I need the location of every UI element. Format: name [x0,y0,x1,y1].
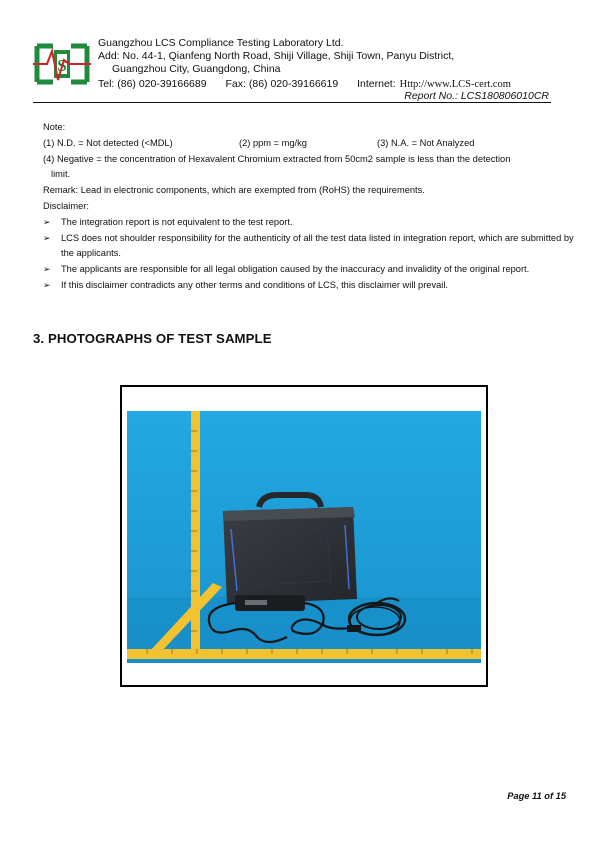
fax: Fax: (86) 020-39166619 [225,78,339,90]
note-item-4: (4) Negative = the concentration of Hexavalent Chromium extracted from 50cm2 sample is less than the detection [43,153,511,164]
svg-text:S: S [57,56,67,75]
disclaimer-item [43,278,578,294]
disclaimer-text: The integration report is not equivalent to the test report. [61,216,293,227]
report-number: Report No.: LCS180806010CR [404,90,549,102]
photo-frame [120,385,488,687]
disclaimer-text: The applicants are responsible for all legal obligation caused by the inaccuracy and invalidity of the original report. [61,264,530,275]
bullet-arrow-icon: ➢ [43,264,51,275]
disclaimer-item [43,262,578,278]
bullet-arrow-icon: ➢ [43,216,51,227]
note-items-row [43,136,578,152]
notes-section [43,120,578,294]
disclaimer-item [43,231,578,263]
lcs-logo [33,40,91,88]
address-line-2: Guangzhou City, Guangdong, China [112,63,281,75]
note-item-4-cont: limit. [51,169,71,180]
address-line-1: Add: No. 44-1, Qianfeng North Road, Shiji Village, Shiji Town, Panyu District, [98,50,455,62]
company-block [98,37,454,76]
header-divider [33,102,551,103]
disclaimer-item [43,215,578,231]
disclaimer-text: LCS does not shoulder responsibility for the authenticity of all the test data listed in integration report, which are submitted by the applicants. [61,232,574,259]
note-item-2: (2) ppm = mg/kg [239,137,307,148]
contact-line [98,78,511,90]
page-number: Page 11 of 15 [507,791,566,801]
remark: Remark: Lead in electronic components, which are exempted from (RoHS) the requirements. [43,185,425,196]
disclaimer-title: Disclaimer: [43,200,89,211]
disclaimer-text: If this disclaimer contradicts any other terms and conditions of LCS, this disclaimer will prevail. [61,279,449,290]
note-title: Note: [43,122,66,132]
tel: Tel: (86) 020-39166689 [98,78,207,90]
note-item-1: (1) N.D. = Not detected (<MDL) [43,137,173,148]
internet-label: Internet: [357,78,396,90]
test-sample-photo [127,411,481,663]
bullet-arrow-icon: ➢ [43,232,51,243]
company-name: Guangzhou LCS Compliance Testing Laboratory Ltd. [98,37,344,49]
section-heading: 3. PHOTOGRAPHS OF TEST SAMPLE [33,331,272,346]
note-item-3: (3) N.A. = Not Analyzed [377,137,475,148]
bullet-arrow-icon: ➢ [43,279,51,290]
internet-url[interactable]: Http://www.LCS-cert.com [399,79,511,90]
